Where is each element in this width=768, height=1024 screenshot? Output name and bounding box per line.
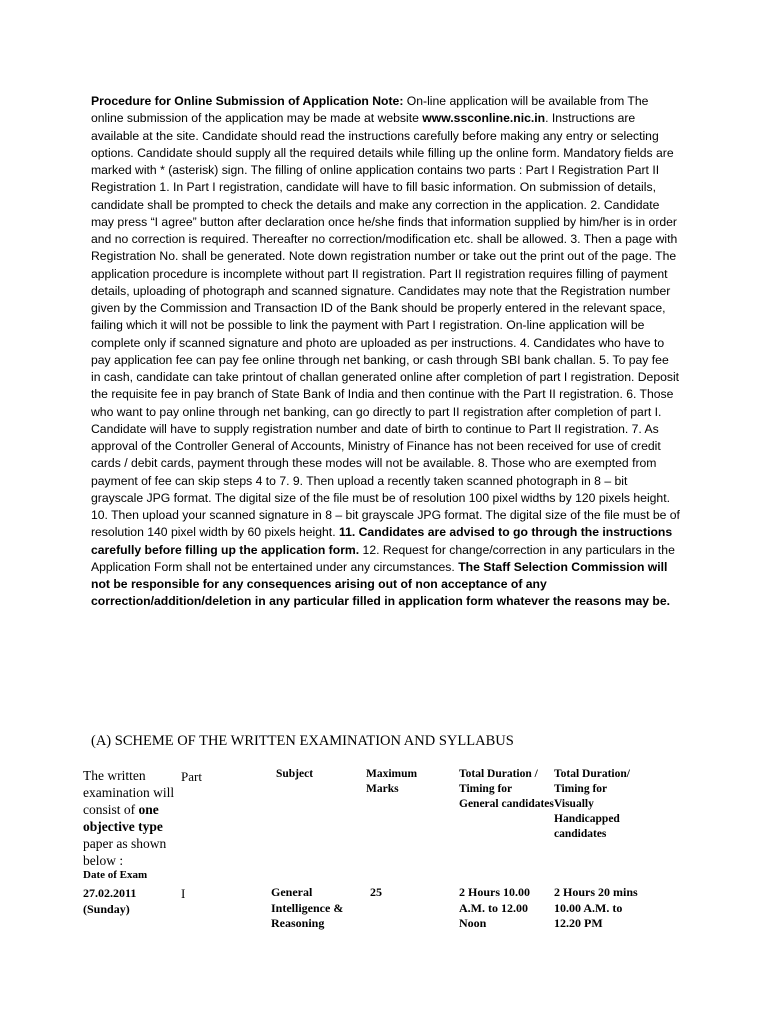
- intro-text-post: paper as shown below :: [83, 836, 167, 868]
- date-of-exam-value: 27.02.2011 (Sunday): [83, 886, 137, 916]
- row-subject: General Intelligence & Reasoning: [271, 885, 344, 930]
- procedure-text-1: On-line application will be available from The online submission of the application may be made at website: [91, 94, 649, 126]
- header-max-marks: Maximum Marks: [366, 768, 418, 795]
- header-subject: Subject: [276, 768, 314, 780]
- header-general-duration: Total Duration / Timing for General candidates: [459, 768, 554, 810]
- procedure-text-2: . Instructions are available at the site. Candidate should read the instructions carefully before making any entry or selecting options. Candidate should supply all the required details while filling up the online form. Mandatory fields are marked with * (asterisk) sign. The filling of online application contains two parts : Part I Registration Part II Registration 1. In Part I registration, candidate will have to fill basic information. On submission of details, candidate shall be prompted to check the details and make any correction in the application. 2. Candidate may press “I agree” button after declaration once he/she finds that information supplied by him/her is in order and no correction is required. Thereafter no correction/modification etc. shall be allowed. 3. Then a page with Registration No. shall be generated. Note down registration number or take out the print out of the page. The application procedure is incomplete without part II registration. Part II registration requires filling of payment details, uploading of photograph and scanned signature. Candidates may note that the Registration number given by the Commission and Transaction ID of the Bank should be properly entered in the relevant space, failing which it will not be possible to link the payment with Part I registration. On-line application will be complete only if scanned signature and photo are uploaded as per instructions. 4. Candidates who have to pay application fee can pay fee online through net banking, or cash through SBI bank challan. 5. To pay fee in cash, candidate can take printout of challan generated online after completion of part I registration. Deposit the requisite fee in pay branch of State Bank of India and then continue with the Part II registration. 6. Those who want to pay online through net banking, can go directly to part II registration after completion of part I. Candidate will have to supply registration number and date of birth to continue to Part II registration. 7. As approval of the Controller General of Accounts, Ministry of Finance has not been received for use of credit cards / debit cards, payment through these modes will not be available. 8. Those who are exempted from payment of fee can skip steps 4 to 7. 9. Then upload a recently taken scanned photograph in 8 – bit grayscale JPG format. The digital size of the file must be of resolution 100 pixel widths by 120 pixels height. 10. Then upload your scanned signature in 8 – bit grayscale JPG format. The digital size of the file must be of resolution 140 pixel width by 60 pixels height.: [91, 111, 680, 540]
- procedure-paragraph: [91, 93, 681, 611]
- row-visually-duration: 2 Hours 20 mins 10.00 A.M. to 12.20 PM: [554, 885, 638, 930]
- row-part: I: [181, 886, 186, 901]
- procedure-item-12: 12. Request for change/correction in any particulars in the Application Form shall not be entertained under any circumstances.: [91, 542, 675, 574]
- procedure-disclaimer: The Staff Selection Commission will not be responsible for any consequences arising out of non acceptance of any correction/addition/deletion in any particular filled in application form whatever the reasons may be.: [91, 559, 671, 609]
- procedure-title: Procedure for Online Submission of Application Note:: [91, 94, 404, 108]
- row-general-duration: 2 Hours 10.00 A.M. to 12.00 Noon: [459, 885, 531, 930]
- row-max-marks: 25: [370, 885, 382, 899]
- date-of-exam-label: Date of Exam: [83, 869, 148, 881]
- procedure-item-11: 11. Candidates are advised to go through the instructions carefully before filling up the application form.: [91, 525, 673, 557]
- procedure-website: www.ssconline.nic.in: [422, 111, 546, 126]
- intro-text-pre: The written examination will consist of: [83, 768, 175, 817]
- header-visually-duration: Total Duration/ Timing for Visually Handicapped candidates: [554, 768, 630, 840]
- header-part: Part: [181, 769, 202, 784]
- scheme-heading: (A) SCHEME OF THE WRITTEN EXAMINATION AND SYLLABUS: [91, 733, 514, 749]
- intro-cell: [83, 767, 178, 869]
- intro-text-bold: one objective type: [83, 802, 163, 834]
